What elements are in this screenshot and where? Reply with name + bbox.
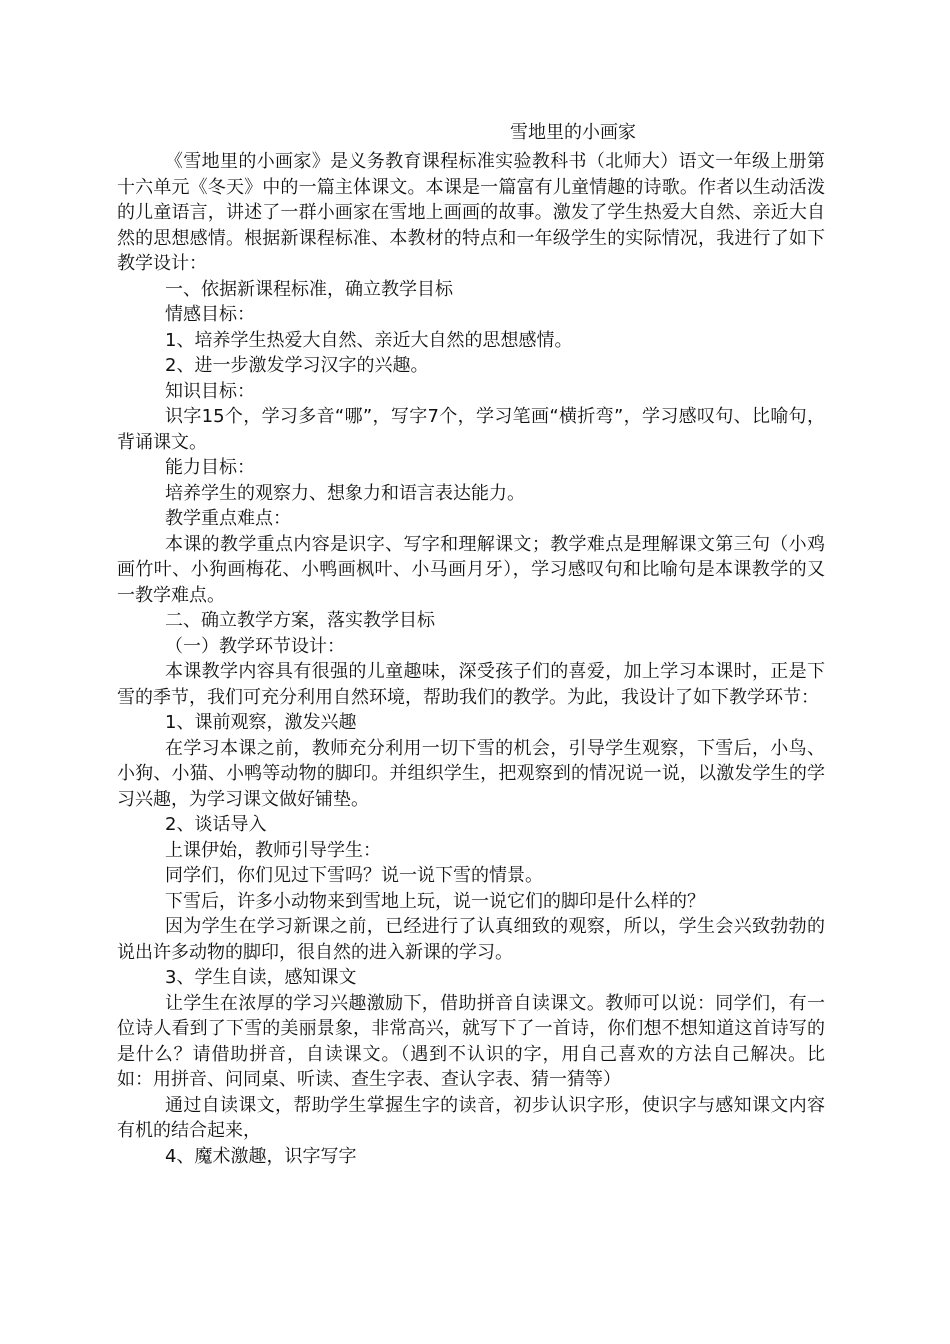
key-points-paragraph: 本课的教学重点内容是识字、写字和理解课文；教学难点是理解课文第三句（小鸡画竹叶、小狗画梅花、小鸭画枫叶、小马画月牙），学习感叹句和比喻句是本课教学的又一教学难点。 (117, 533, 825, 606)
step-4-heading: 4、魔术激趣，识字写字 (165, 1145, 357, 1167)
step-2-line-3: 下雪后，许多小动物来到雪地上玩，说一说它们的脚印是什么样的？ (165, 890, 705, 912)
subheading-emotion-goals: 情感目标： (165, 304, 255, 325)
subheading-key-points: 教学重点难点： (165, 508, 291, 529)
step-2-line-2: 同学们，你们见过下雪吗？说一说下雪的情景。 (165, 865, 543, 886)
step-3-paragraph: 让学生在浓厚的学习兴趣激励下，借助拼音自读课文。教师可以说：同学们，有一位诗人看到了下雪的美丽景象，非常高兴，就写下了一首诗，你们想不想知道这首诗写的是什么？请借助拼音，自读课文。（遇到不认识的字，用自己喜欢的方法自己解决。比如：用拼音、问同桌、听读、查生字表、查认字表、猜一猜等） (117, 992, 825, 1090)
step-3-heading: 3、学生自读，感知课文 (165, 967, 357, 988)
step-2-paragraph: 因为学生在学习新课之前，已经进行了认真细致的观察，所以，学生会兴致勃勃的说出许多动物的脚印，很自然的进入新课的学习。 (117, 916, 825, 963)
knowledge-goals-paragraph: 识字15个，学习多音“哪”，写字7个，学习笔画“横折弯”，学习感叹句、比喻句，背诵课文。 (117, 406, 825, 453)
step-2-heading: 2、谈话导入 (165, 814, 267, 835)
subheading-teaching-steps: （一）教学环节设计： (165, 635, 345, 657)
subheading-knowledge-goals: 知识目标： (165, 380, 255, 402)
document-body (117, 120, 825, 1169)
step-1-heading: 1、课前观察，激发兴趣 (165, 712, 357, 733)
subheading-ability-goals: 能力目标： (165, 457, 255, 478)
teaching-steps-intro: 本课教学内容具有很强的儿童趣味，深受孩子们的喜爱，加上学习本课时，正是下雪的季节，我们可充分利用自然环境，帮助我们的教学。为此，我设计了如下教学环节： (117, 661, 825, 708)
step-1-paragraph: 在学习本课之前，教师充分利用一切下雪的机会，引导学生观察，下雪后，小鸟、小狗、小猫、小鸭等动物的脚印。并组织学生，把观察到的情况说一说，以激发学生的学习兴趣，为学习课文做好铺垫。 (117, 737, 825, 810)
intro-paragraph: 《雪地里的小画家》是义务教育课程标准实验教科书（北师大）语文一年级上册第十六单元《冬天》中的一篇主体课文。本课是一篇富有儿童情趣的诗歌。作者以生动活泼的儿童语言，讲述了一群小画家在雪地上画画的故事。激发了学生热爱大自然、亲近大自然的思想感情。根据新课程标准、本教材的特点和一年级学生的实际情况，我进行了如下教学设计： (117, 151, 825, 274)
section-heading-goals: 一、依据新课程标准，确立教学目标 (165, 278, 453, 300)
document-title: 雪地里的小画家 (510, 122, 636, 143)
ability-goals-paragraph: 培养学生的观察力、想象力和语言表达能力。 (165, 482, 525, 504)
emotion-goal-1: 1、培养学生热爱大自然、亲近大自然的思想感情。 (165, 329, 573, 351)
step-2-line-1: 上课伊始，教师引导学生： (165, 839, 381, 861)
step-3-summary: 通过自读课文，帮助学生掌握生字的读音，初步认识字形，使识字与感知课文内容有机的结合起来， (117, 1094, 825, 1141)
section-heading-plan: 二、确立教学方案，落实教学目标 (165, 610, 435, 631)
emotion-goal-2: 2、进一步激发学习汉字的兴趣。 (165, 355, 429, 376)
